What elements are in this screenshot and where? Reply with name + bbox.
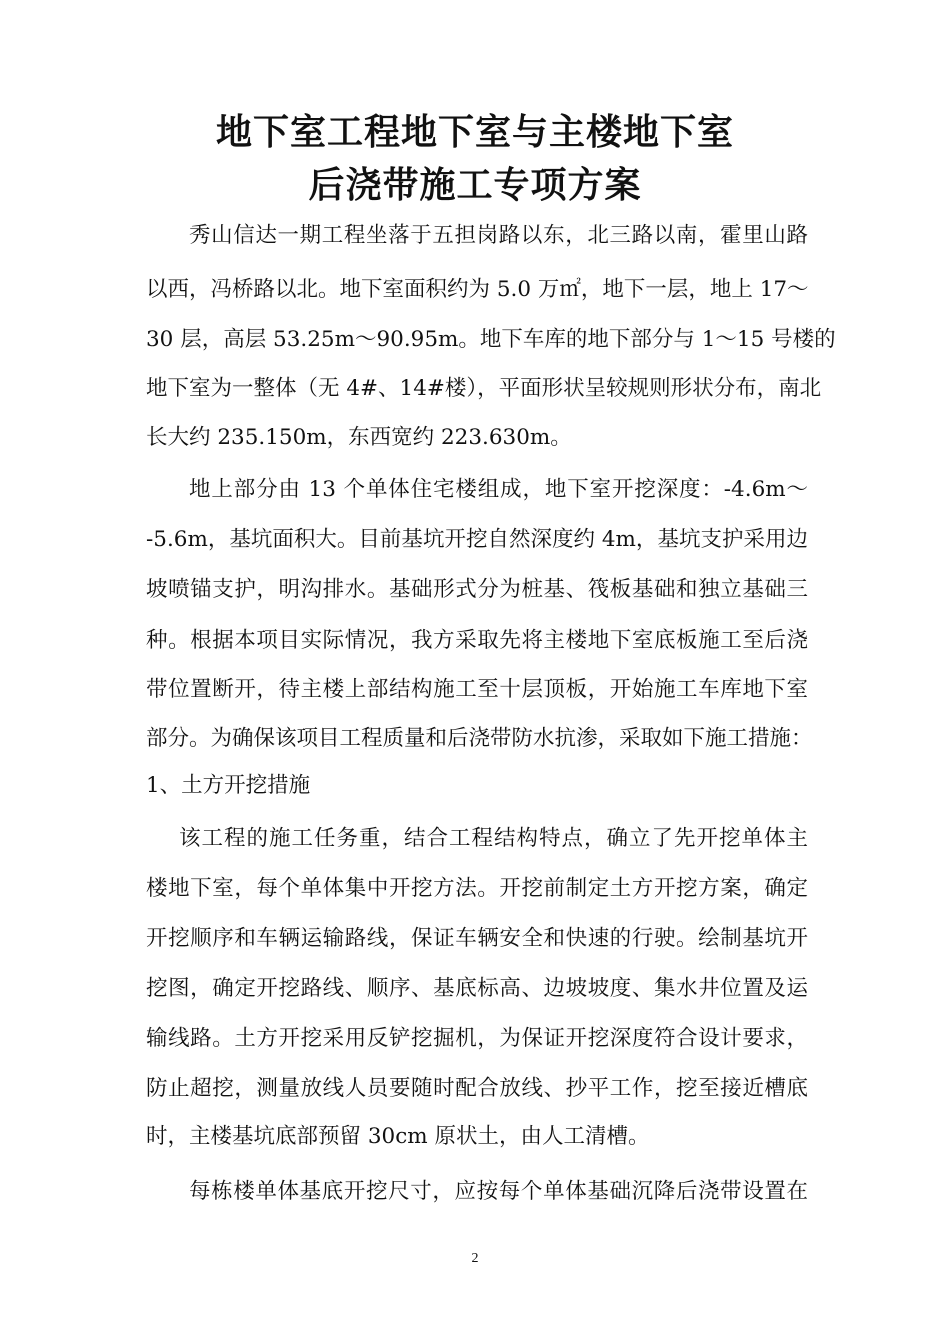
section-heading-1: 1、土方开挖措施 xyxy=(146,773,311,798)
paragraph-3-line-3: 开挖顺序和车辆运输路线，保证车辆安全和快速的行驶。绘制基坑开 xyxy=(146,926,808,951)
paragraph-3-line-6: 防止超挖，测量放线人员要随时配合放线、抄平工作，挖至接近槽底 xyxy=(146,1076,808,1101)
paragraph-1-line-2: 以西，冯桥路以北。地下室面积约为 5.0 万㎡，地下一层，地上 17～ xyxy=(146,277,809,302)
paragraph-1-line-1: 秀山信达一期工程坐落于五担岗路以东，北三路以南，霍里山路 xyxy=(189,223,808,248)
paragraph-3-line-7: 时，主楼基坑底部预留 30cm 原状土，由人工清槽。 xyxy=(146,1124,650,1149)
paragraph-2-line-5: 带位置断开，待主楼上部结构施工至十层顶板，开始施工车库地下室 xyxy=(146,677,808,702)
paragraph-2-line-1: 地上部分由 13 个单体住宅楼组成，地下室开挖深度：-4.6m～ xyxy=(189,477,808,502)
paragraph-2-line-4: 种。根据本项目实际情况，我方采取先将主楼地下室底板施工至后浇 xyxy=(146,628,808,653)
paragraph-2-line-3: 坡喷锚支护，明沟排水。基础形式分为桩基、筏板基础和独立基础三 xyxy=(146,577,808,602)
paragraph-1-line-5: 长大约 235.150m，东西宽约 223.630m。 xyxy=(146,425,572,450)
document-title-line-1: 地下室工程地下室与主楼地下室 xyxy=(215,112,734,153)
page-number: 2 xyxy=(471,1251,479,1266)
paragraph-3-line-1: 该工程的施工任务重，结合工程结构特点，确立了先开挖单体主 xyxy=(179,826,808,851)
paragraph-3-line-4: 挖图，确定开挖路线、顺序、基底标高、边坡坡度、集水井位置及运 xyxy=(146,976,808,1001)
paragraph-1-line-4: 地下室为一整体（无 4#、14#楼），平面形状呈较规则形状分布，南北 xyxy=(146,376,822,401)
paragraph-1-line-3: 30 层，高层 53.25m～90.95m。地下车库的地下部分与 1～15 号楼的 xyxy=(146,327,836,352)
document-title-line-2: 后浇带施工专项方案 xyxy=(308,165,642,206)
paragraph-3-line-5: 输线路。土方开挖采用反铲挖掘机，为保证开挖深度符合设计要求， xyxy=(146,1026,808,1051)
paragraph-4-line-1: 每栋楼单体基底开挖尺寸，应按每个单体基础沉降后浇带设置在 xyxy=(189,1179,808,1204)
paragraph-3-line-2: 楼地下室，每个单体集中开挖方法。开挖前制定土方开挖方案，确定 xyxy=(146,876,808,901)
paragraph-2-line-2: -5.6m，基坑面积大。目前基坑开挖自然深度约 4m，基坑支护采用边 xyxy=(146,527,808,552)
paragraph-2-line-6: 部分。为确保该项目工程质量和后浇带防水抗渗，采取如下施工措施： xyxy=(146,726,813,751)
